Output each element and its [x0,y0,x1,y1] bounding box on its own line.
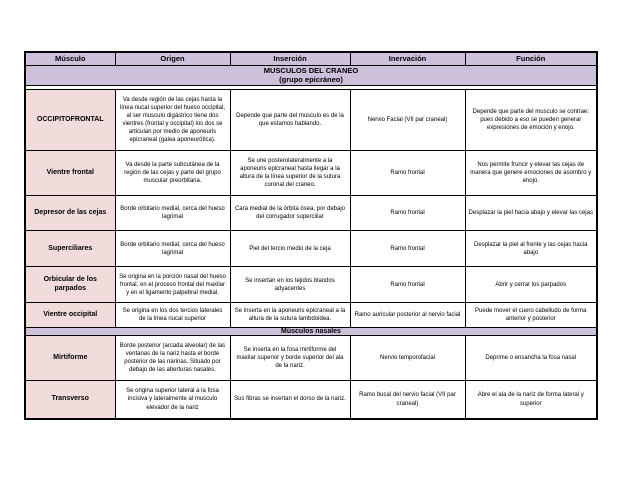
column-header-inervacion: Inervación [350,52,465,66]
inervacion-cell: Ramo auricular posterior al nervio facial [350,303,465,328]
muscle-name: OCCIPITOFRONTAL [25,90,115,151]
inervacion-cell: Nervio Facial (VII par craneal) [350,90,465,151]
origen-cell: Se origina en la porción nasal del hueso frontal, en el proceso frontal del maxilar y en el ligamento palpebral medial. [115,267,230,303]
origen-cell: Va desde la parte subcutánea de la región de las cejas y parte del grupo muscular preorbitaria. [115,151,230,196]
muscle-name: Depresor de las cejas [25,196,115,231]
insercion-cell: Depende que parte del musculo es de la que estamos hablando. [230,90,350,151]
muscle-table [24,51,598,420]
table-row-occipitofrontal [25,90,597,151]
table-row-orbicular-parpados [25,267,597,303]
funcion-cell: Puede mover el cuero cabelludo de forma anterior y posterior [465,303,597,328]
muscle-name: Vientre frontal [25,151,115,196]
header-row [25,52,597,66]
table-row-vientre-occipital [25,303,597,328]
origen-cell: Va desde región de las cejas hasta la línea nucal superior del hueso occipital, al ser musculo digástrico tiene dos vientres (frontal y occipital) los dos se articulan por medio de aponeuris epicraneal (galea aponeurótica). [115,90,230,151]
inervacion-cell: Ramo bucal del nervio facial (VII par craneal) [350,381,465,419]
section-title-line2: (grupo epicráneo) [279,74,343,84]
column-header-musculo: Músculo [25,52,115,66]
column-header-insercion: Inserción [230,52,350,66]
section-header-nasales [25,328,597,336]
section-header-craneo [25,66,597,86]
insercion-cell: Sus fibras se insertan el dorso de la nariz. [230,381,350,419]
table-row-depresor-cejas [25,196,597,231]
table-row-mirtiforme [25,336,597,381]
insercion-cell: Se inserta en la aponeuris epicraneal a la altura de la sutura lambdoidea. [230,303,350,328]
inervacion-cell: Nervio temporofacial [350,336,465,381]
muscle-name: Mirtiforme [25,336,115,381]
muscle-name: Vientre occipital [25,303,115,328]
insercion-cell: Se une posterolateralmente a la aponeuris epicraneal hasta llegar a la altura de la línea superior de la sutura coronal del craneo. [230,151,350,196]
funcion-cell: Depende que parte del musculo se contrae; pues debido a eso se pueden generar expresiones de emoción y enojo. [465,90,597,151]
origen-cell: Se origina en los dos tercios laterales de la línea nucal superior [115,303,230,328]
funcion-cell: Nos permite fruncir y elevar las cejas de manera que genere emociones de asombro y enojo. [465,151,597,196]
insercion-cell: Cara medial de la órbita ósea, por debajo del corrugador superciliar [230,196,350,231]
table-row-superciliares [25,231,597,267]
insercion-cell: Se inserta en la fosa mirtiforme del maxilar superior y borde superior del ala de la nariz. [230,336,350,381]
column-header-origen: Origen [115,52,230,66]
funcion-cell: Abre el ala de la nariz de forma lateral y superior [465,381,597,419]
origen-cell: Borde orbitario medial, cerca del hueso lagrimal [115,231,230,267]
funcion-cell: Deprime o ensancha la fosa nasal [465,336,597,381]
funcion-cell: Abrir y cerrar los parpados [465,267,597,303]
insercion-cell: Piel del tercio medio de la ceja [230,231,350,267]
inervacion-cell: Ramo frontal [350,196,465,231]
table-row-transverso [25,381,597,419]
insercion-cell: Se insertan en los tejidos blandos adyacentes [230,267,350,303]
table-row-vientre-frontal [25,151,597,196]
section-title-nasales: Músculos nasales [25,328,597,336]
inervacion-cell: Ramo frontal [350,267,465,303]
origen-cell: Borde posterior (arcada alveolar) de las ventanas de la nariz hasta el borde posterior de las narinas. Situado por debajo de las aberturas nasales. [115,336,230,381]
funcion-cell: Desplazar la piel al frente y las cejas hacia abajo [465,231,597,267]
muscle-name: Transverso [25,381,115,419]
muscle-name: Superciliares [25,231,115,267]
muscle-name: Orbicular de los parpados [25,267,115,303]
column-header-funcion: Función [465,52,597,66]
inervacion-cell: Ramo frontal [350,151,465,196]
inervacion-cell: Ramo frontal [350,231,465,267]
origen-cell: Se origina superior lateral a la fosa incisiva y lateralmente al musculo elevador de la nariz [115,381,230,419]
funcion-cell: Desplazar la piel hacia abajo y elevar las cejas [465,196,597,231]
section-title-line1: MUSCULOS DEL CRANEO [263,66,359,75]
origen-cell: Borde orbitario medial, cerca del hueso lagrimal [115,196,230,231]
